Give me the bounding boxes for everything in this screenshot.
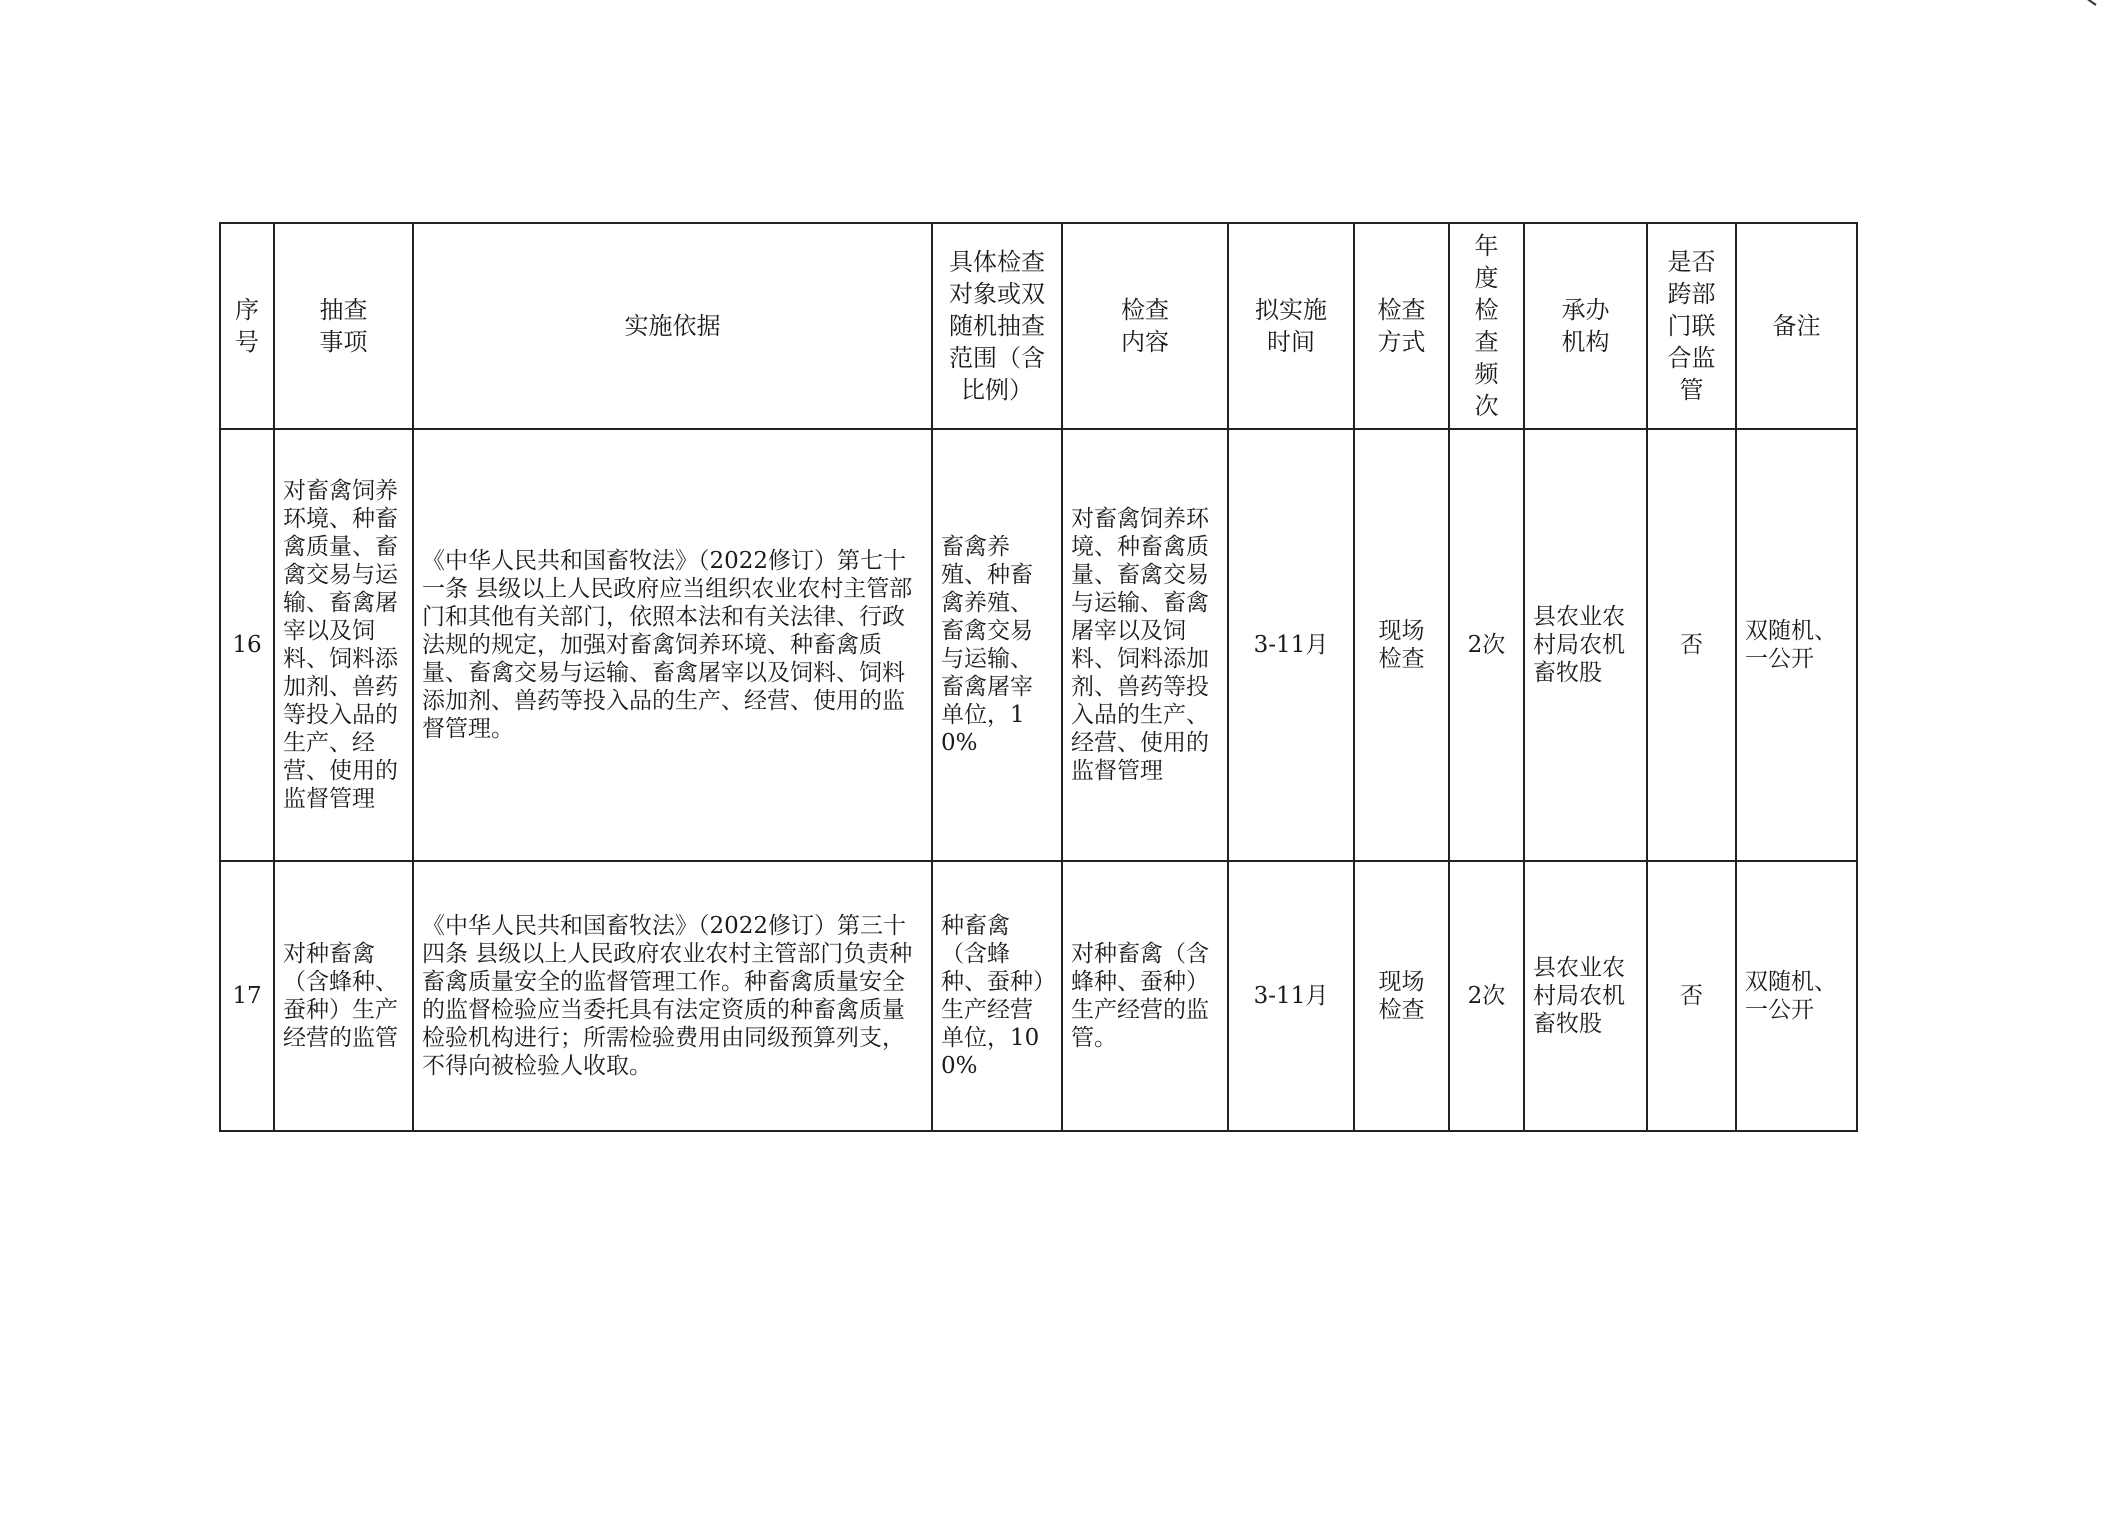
header-inspection-scope: 具体检查 对象或双 随机抽查 范围（含 比例） — [932, 223, 1062, 429]
table-header-row — [220, 223, 1857, 429]
header-joint-supervision: 是否 跨部 门联 合监 管 — [1647, 223, 1736, 429]
header-planned-time: 拟实施 时间 — [1228, 223, 1354, 429]
cell-inspection-scope: 畜禽养殖、种畜禽养殖、畜禽交易与运输、畜禽屠宰单位，10% — [932, 429, 1062, 861]
table-row — [220, 861, 1857, 1131]
header-remark: 备注 — [1736, 223, 1857, 429]
header-legal-basis: 实施依据 — [413, 223, 932, 429]
cell-legal-basis: 《中华人民共和国畜牧法》（2022修订）第三十四条 县级以上人民政府农业农村主管部门负责种畜禽质量安全的监督管理工作。种畜禽质量安全的监督检验应当委托具有法定资质的种畜禽质量检验机构进行；所需检验费用由同级预算列支，不得向被检验人收取。 — [413, 861, 932, 1131]
inspection-table — [219, 222, 1858, 1132]
cell-remark: 双随机、一公开 — [1736, 861, 1857, 1131]
cell-inspection-content: 对畜禽饲养环境、种畜禽质量、畜禽交易与运输、畜禽屠宰以及饲料、饲料添加剂、兽药等投入品的生产、经营、使用的监督管理 — [1062, 429, 1228, 861]
cell-inspection-content: 对种畜禽（含蜂种、蚕种）生产经营的监管。 — [1062, 861, 1228, 1131]
cell-legal-basis: 《中华人民共和国畜牧法》（2022修订）第七十一条 县级以上人民政府应当组织农业农村主管部门和其他有关部门，依照本法和有关法律、行政法规的规定，加强对畜禽饲养环境、种畜禽质量、畜禽交易与运输、畜禽屠宰以及饲料、饲料添加剂、兽药等投入品的生产、经营、使用的监督管理。 — [413, 429, 932, 861]
table-row — [220, 429, 1857, 861]
cell-serial-no: 16 — [220, 429, 274, 861]
cell-remark: 双随机、一公开 — [1736, 429, 1857, 861]
cell-annual-frequency: 2次 — [1449, 861, 1524, 1131]
cell-planned-time: 3-11月 — [1228, 429, 1354, 861]
header-inspection-item: 抽查 事项 — [274, 223, 413, 429]
cell-planned-time: 3-11月 — [1228, 861, 1354, 1131]
header-responsible-agency: 承办 机构 — [1524, 223, 1647, 429]
cell-responsible-agency: 县农业农村局农机畜牧股 — [1524, 429, 1647, 861]
header-annual-frequency: 年 度 检 查 频 次 — [1449, 223, 1524, 429]
cell-joint-supervision: 否 — [1647, 429, 1736, 861]
header-inspection-method: 检查 方式 — [1354, 223, 1449, 429]
cell-annual-frequency: 2次 — [1449, 429, 1524, 861]
header-inspection-content: 检查 内容 — [1062, 223, 1228, 429]
cell-inspection-item: 对畜禽饲养环境、种畜禽质量、畜禽交易与运输、畜禽屠宰以及饲料、饲料添加剂、兽药等投入品的生产、经营、使用的监督管理 — [274, 429, 413, 861]
header-serial-no: 序 号 — [220, 223, 274, 429]
cell-inspection-method: 现场 检查 — [1354, 861, 1449, 1131]
scan-artifact-mark — [2072, 0, 2096, 6]
cell-joint-supervision: 否 — [1647, 861, 1736, 1131]
cell-responsible-agency: 县农业农村局农机畜牧股 — [1524, 861, 1647, 1131]
cell-inspection-method: 现场 检查 — [1354, 429, 1449, 861]
cell-serial-no: 17 — [220, 861, 274, 1131]
cell-inspection-item: 对种畜禽（含蜂种、蚕种）生产经营的监管 — [274, 861, 413, 1131]
cell-inspection-scope: 种畜禽（含蜂种、蚕种）生产经营单位，100% — [932, 861, 1062, 1131]
